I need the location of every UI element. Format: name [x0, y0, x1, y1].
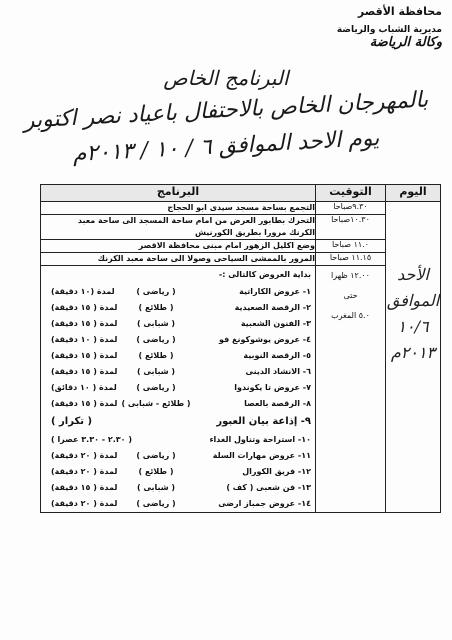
- program-cell: [41, 240, 316, 253]
- doc-date: يوم الاحد الموافق ٦ / ١٠ / ٢٠١٣م: [72, 125, 380, 168]
- program-text: المرور بالممشى السياحى وصولا الى ساحة معبد الكرنك: [97, 254, 315, 263]
- doc-title: البرنامج الخاص: [163, 66, 289, 90]
- day-cell: [386, 202, 441, 513]
- table-row: [41, 253, 441, 266]
- list-item: ٣- الفنون الشعبية ( شبابى ) لمدة ( ١٥ دقيقة): [51, 319, 311, 328]
- program-text: التجمع بساحة مسجد سيدى ابو الحجاج: [167, 203, 315, 212]
- time-cell: ١٠.٣٠صباحا: [316, 215, 386, 240]
- program-cell: [41, 253, 316, 266]
- shows-list: [41, 284, 315, 412]
- shows-cell: [41, 266, 316, 513]
- program-text: وضع اكليل الزهور امام مبنى محافظة الاقصر: [138, 241, 315, 250]
- time-cell: ١١.٠ صباحا: [316, 240, 386, 253]
- list-item: ١٢- فريق الكورال ( طلائع ) لمدة ( ٢٠ دقيقة): [51, 467, 311, 476]
- broadcast-repeat: ( تكرار ): [51, 416, 93, 427]
- time-cell: ٩.٣٠صباحا: [316, 202, 386, 215]
- program-text: الكرنك مرورا بطريق الكورنيش: [194, 228, 315, 237]
- broadcast-row: [41, 412, 315, 432]
- time-start: ١٢.٠٠ ظهرا: [331, 271, 370, 280]
- list-item: ٧- عروض تا يكوندوا ( رياضى ) لمدة ( ١٠ دقائق): [51, 383, 311, 392]
- table-row: [41, 215, 441, 240]
- list-item: ١- عروض الكاراتية ( رياضى ) لمدة (١٠ دقيقة): [51, 287, 311, 296]
- program-text: التحرك بطابور العرض من امام ساحة المسجد الى ساحة معبد: [77, 216, 315, 225]
- table-row: [41, 266, 441, 513]
- shows-list-2: [41, 448, 315, 512]
- time-cell: ١١.١٥ صباحا: [316, 253, 386, 266]
- header-day: اليوم: [386, 185, 441, 202]
- doc-subtitle: بالمهرجان الخاص بالاحتفال باعياد نصر اكتوبر: [23, 87, 429, 134]
- list-item: ٨- الرقصة بالعصا ( طلائع - شبابى ) لمدة ( ١٥ دقيقة): [51, 399, 311, 408]
- list-item: ١٤- عروض جمباز ارضى ( رياضى ) لمدة ( ٢٠ دقيقة): [51, 499, 311, 508]
- letterhead: [292, 6, 442, 50]
- list-item: ٥- الرقصة النوبية ( طلائع ) لمدة ( ١٥ دقيقة): [51, 351, 311, 360]
- list-item: ٤- عروض يوشوكونغ فو ( رياضى ) لمدة ( ١٠ دقيقة): [51, 335, 311, 344]
- time-until: حتى: [343, 291, 358, 300]
- header-program: البرنامج: [41, 185, 316, 202]
- table-row: [41, 202, 441, 215]
- day-date: ١٠/٦: [397, 317, 429, 336]
- break-row: ١٠- استراحة وتناول الغداء ( ٢.٣٠ - ٣.٣٠ عصرا ): [51, 435, 311, 444]
- day-name: الأحد: [397, 265, 429, 284]
- list-item: ١١- عروض مهارات السلة ( رياضى ) لمدة ( ٢٠ دقيقة): [51, 451, 311, 460]
- time-cell-range: [316, 266, 386, 513]
- table-row: [41, 240, 441, 253]
- schedule-table: [40, 184, 441, 513]
- governorate-name: محافظة الأقصر: [357, 5, 442, 18]
- list-item: ٦- الانشاد الدينى ( شبابى ) لمدة ( ١٥ دقيقة): [51, 367, 311, 376]
- header-time: التوقيت: [316, 185, 386, 202]
- day-year: ٢٠١٣م: [390, 343, 436, 362]
- list-item: ٢- الرقصة الصعيدية ( طلائع ) لمدة ( ١٥ دقيقة): [51, 303, 311, 312]
- shows-title: بداية العروض كالتالى :-: [218, 270, 311, 279]
- table-header-row: [41, 185, 441, 202]
- time-end: ٥.٠ المغرب: [331, 311, 370, 320]
- list-item: ١٣- فن شعبى ( كف ) ( شبابى ) لمدة ( ١٥ دقيقة): [51, 483, 311, 492]
- broadcast-name: ٩- إذاعة بيان العبور: [216, 416, 311, 427]
- program-cell: [41, 202, 316, 215]
- day-label: الموافق: [386, 291, 440, 310]
- directorate-name: مديرية الشباب والرياضة: [336, 25, 442, 36]
- program-cell: [41, 215, 316, 240]
- agency-name: وكالة الرياضة: [369, 34, 442, 50]
